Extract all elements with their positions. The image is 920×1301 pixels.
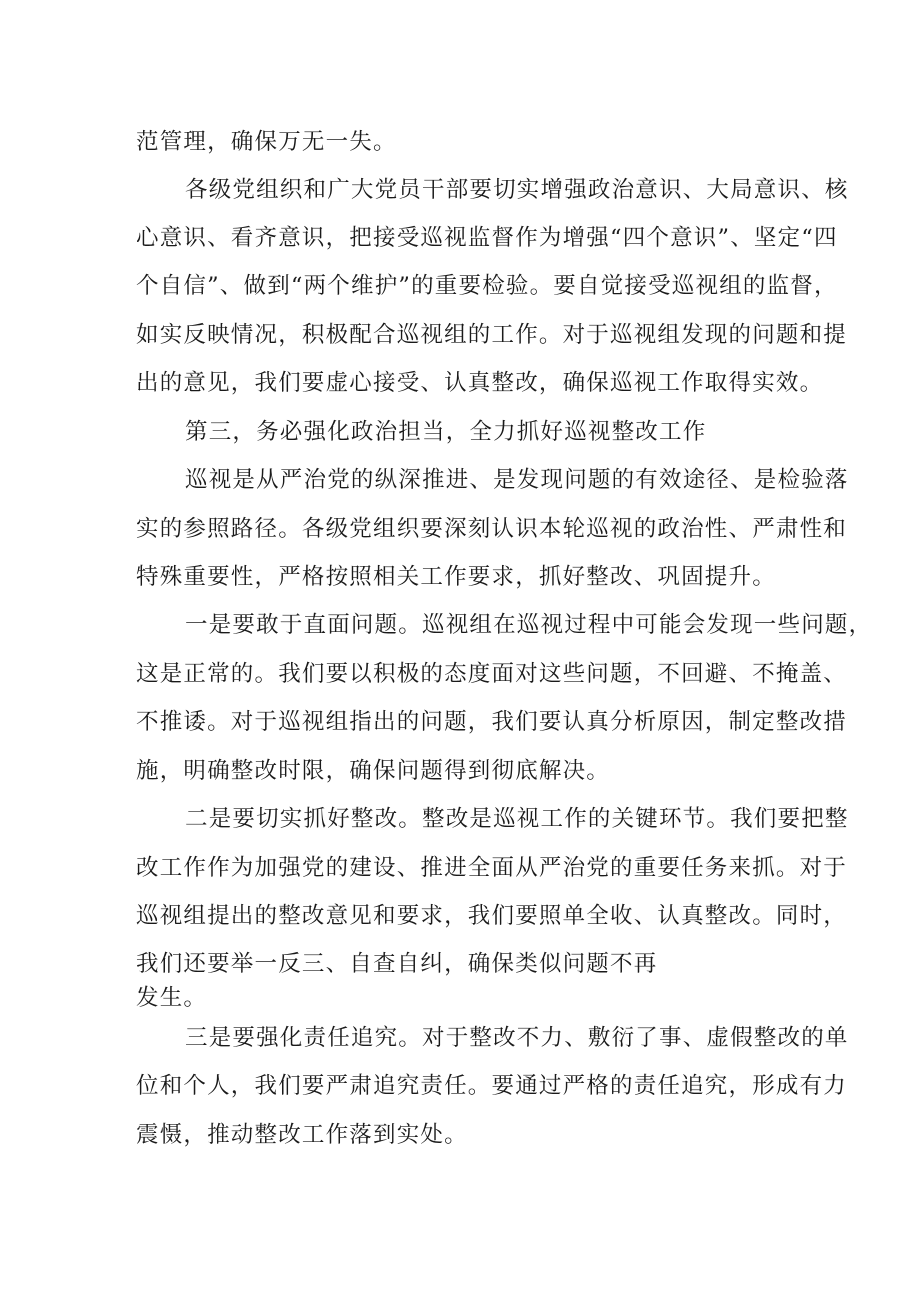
text-line-9: 实的参照路径。各级党组织要深刻认识本轮巡视的政治性、严肃性和 <box>136 516 848 542</box>
text-line-1: 范管理，确保万无一失。 <box>136 129 397 155</box>
text-line-4: 个自信”、做到“两个维护”的重要检验。要自觉接受巡视组的监督， <box>136 273 838 299</box>
text-line-21: 位和个人，我们要严肃追究责任。要通过严格的责任追究，形成有力 <box>136 1073 848 1099</box>
text-line-5: 如实反映情况，积极配合巡视组的工作。对于巡视组发现的问题和提 <box>136 322 848 348</box>
section-heading: 第三，务必强化政治担当，全力抓好巡视整改工作 <box>185 419 707 445</box>
text-line-2: 各级党组织和广大党员干部要切实增强政治意识、大局意识、核 <box>185 177 849 203</box>
text-line-10: 特殊重要性，严格按照相关工作要求，抓好整改、巩固提升。 <box>136 564 776 590</box>
text-line-20: 三是要强化责任追究。对于整改不力、敷衍了事、虚假整改的单 <box>185 1025 849 1051</box>
text-line-17: 巡视组提出的整改意见和要求，我们要照单全收、认真整改。同时， <box>136 903 848 929</box>
text-line-22: 震慑，推动整改工作落到实处。 <box>136 1122 468 1148</box>
text-line-15: 二是要切实抓好整改。整改是巡视工作的关键环节。我们要把整 <box>185 806 849 832</box>
text-line-11: 一是要敢于直面问题。巡视组在巡视过程中可能会发现一些问题， <box>185 612 873 638</box>
text-line-14: 施，明确整改时限，确保问题得到彻底解决。 <box>136 758 611 784</box>
text-line-18: 我们还要举一反三、自查自纠，确保类似问题不再 <box>136 951 658 977</box>
text-line-12: 这是正常的。我们要以积极的态度面对这些问题，不回避、不掩盖、 <box>136 661 848 687</box>
text-line-8: 巡视是从严治党的纵深推进、是发现问题的有效途径、是检验落 <box>185 467 849 493</box>
text-line-13: 不推诿。对于巡视组指出的问题，我们要认真分析原因，制定整改措 <box>136 709 848 735</box>
text-line-3: 心意识、看齐意识，把接受巡视监督作为增强“四个意识”、坚定“四 <box>136 225 838 251</box>
text-line-19: 发生。 <box>136 985 208 1011</box>
text-line-6: 出的意见，我们要虚心接受、认真整改，确保巡视工作取得实效。 <box>136 370 824 396</box>
text-line-16: 改工作作为加强党的建设、推进全面从严治党的重要任务来抓。对于 <box>136 855 848 881</box>
